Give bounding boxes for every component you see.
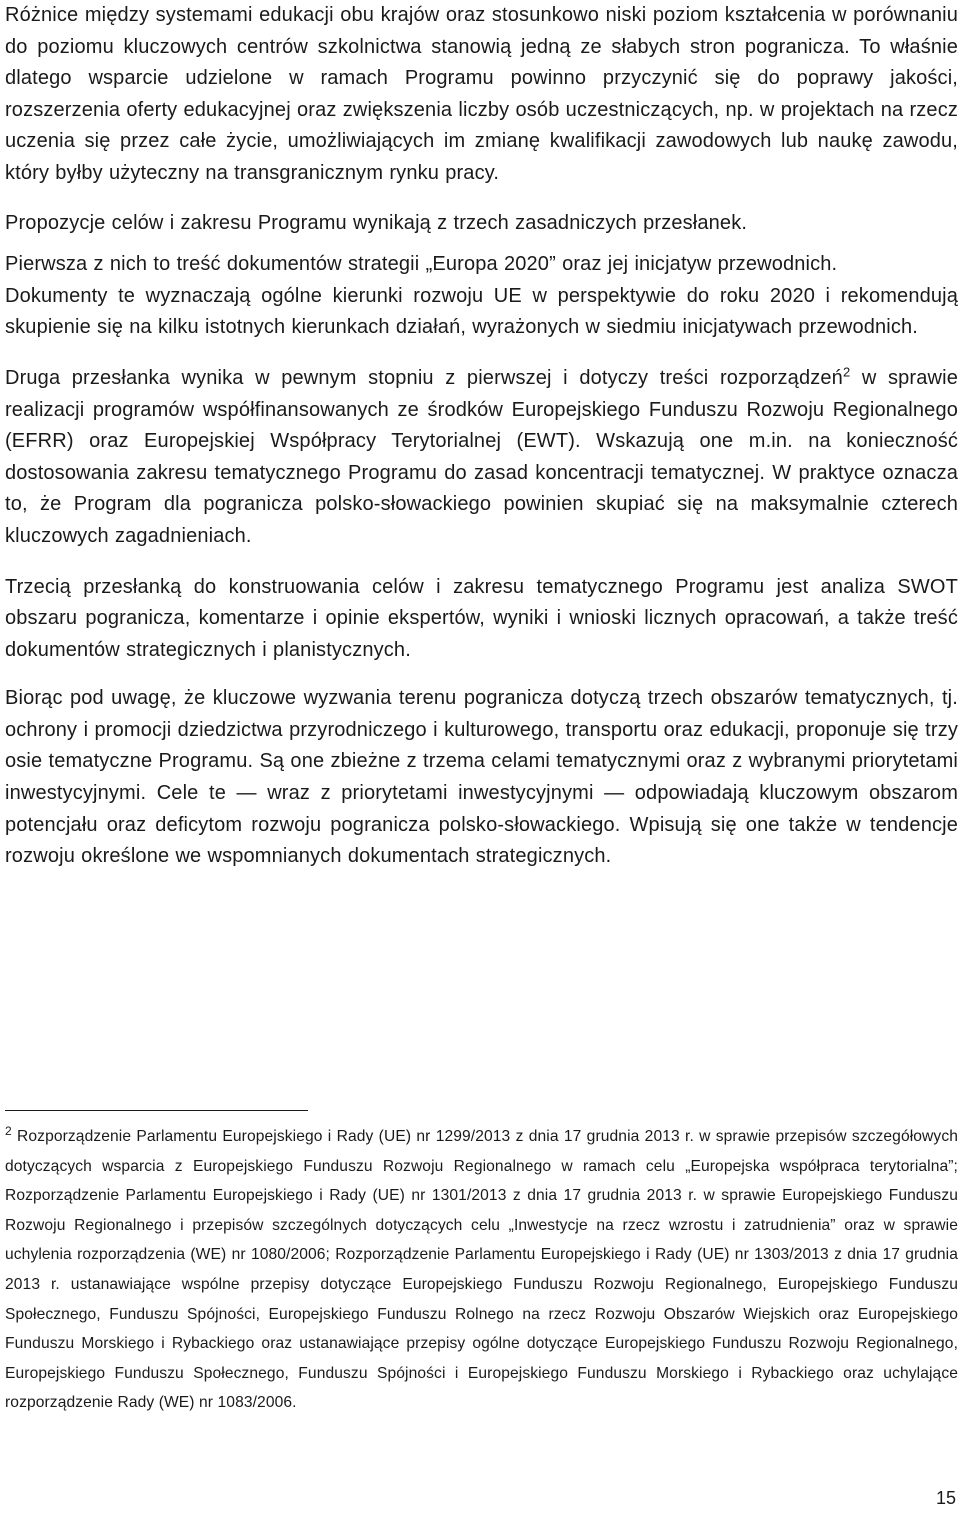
paragraph-proposals-intro: Propozycje celów i zakresu Programu wynikają z trzech zasadniczych przesłanek.: [5, 211, 748, 234]
second-premise-text: Druga przesłanka wynika w pewnym stopniu z pierwszej i dotyczy treści rozporządzeń: [5, 366, 843, 389]
paragraph-second-premise: [5, 363, 958, 553]
footnote: [5, 1122, 958, 1418]
footnote-text: Rozporządzenie Parlamentu Europejskiego i Rady (UE) nr 1299/2013 z dnia 17 grudnia 2013 r. w sprawie przepisów szczegółowych dotyczących wsparcia z Europejskiego Funduszu Rozwoju Regionalnego w ramach celu „Europejska współpraca terytorialna”; Rozporządzenie Parlamentu Europejskiego i Rady (UE) nr 1301/2013 z dnia 17 grudnia 2013 r. w sprawie Europejskiego Funduszu Rozwoju Regionalnego i przepisów szczególnych dotyczących celu „Inwestycje na rzecz wzrostu i zatrudnienia” oraz w sprawie uchylenia rozporządzenia (WE) nr 1080/2006; Rozporządzenie Parlamentu Europejskiego i Rady (UE) nr 1303/2013 z dnia 17 grudnia 2013 r. ustanawiające wspólne przepisy dotyczące Europejskiego Funduszu Rozwoju Regionalnego, Europejskiego Funduszu Społecznego, Funduszu Spójności, Europejskiego Funduszu Rolnego na rzecz Rozwoju Obszarów Wiejskich oraz Europejskiego Funduszu Morskiego i Rybackiego oraz ustanawiające przepisy ogólne dotyczące Europejskiego Funduszu Rozwoju Regionalnego, Europejskiego Funduszu Społecznego, Funduszu Spójności i Europejskiego Funduszu Morskiego i Rybackiego oraz uchylające rozporządzenie Rady (WE) nr 1083/2006.: [5, 1128, 958, 1412]
paragraph-first-premise: Pierwsza z nich to treść dokumentów strategii „Europa 2020” oraz jej inicjatyw przewodnich.: [5, 253, 838, 276]
footnote-divider: [5, 1110, 308, 1111]
document-page: [5, 0, 958, 890]
page-number: 15: [935, 1488, 956, 1508]
paragraph-third-premise: Trzecią przesłanką do konstruowania celów i zakresu tematycznego Programu jest analiza SWOT obszaru pogranicza, komentarze i opinie ekspertów, wyniki i wnioski licznych opracowań, a także treść dokumentów strategicznych i planistycznych.: [5, 575, 958, 661]
paragraph-documents-directions: Dokumenty te wyznaczają ogólne kierunki rozwoju UE w perspektywie do roku 2020 i rekomendują skupienie się na kilku istotnych kierunkach działań, wyrażonych w siedmiu inicjatywach przewodnich.: [5, 284, 958, 339]
paragraph-thematic-axes: Biorąc pod uwagę, że kluczowe wyzwania terenu pogranicza dotyczą trzech obszarów tematycznych, tj. ochrony i promocji dziedzictwa przyrodniczego i kulturowego, transportu oraz edukacji, proponuje się trzy osie tematyczne Programu. Są one zbieżne z trzema celami tematycznymi oraz z wybranymi priorytetami inwestycyjnymi. Cele te — wraz z priorytetami inwestycyjnymi — odpowiadają kluczowym obszarom potencjału oraz deficytom rozwoju pogranicza polsko-słowackiego. Wpisują się one także w tendencje rozwoju określone we wspomnianych dokumentach strategicznych.: [5, 687, 958, 868]
second-premise-continuation: w sprawie realizacji programów współfinansowanych ze środków Europejskiego Funduszu Rozwoju Regionalnego (EFRR) oraz Europejskiej Współpracy Terytorialnej (EWT). Wskazują one m.in. na konieczność dostosowania zakresu tematycznego Programu do zasad koncentracji tematycznej. W praktyce oznacza to, że Program dla pogranicza polsko-słowackiego powinien skupiać się na maksymalnie czterech kluczowych zagadnieniach.: [5, 366, 958, 547]
paragraph-education-differences: Różnice między systemami edukacji obu krajów oraz stosunkowo niski poziom kształcenia w porównaniu do poziomu kluczowych centrów szkolnictwa stanowią jedną ze słabych stron pogranicza. To właśnie dlatego wsparcie udzielone w ramach Programu powinno przyczynić się do poprawy jakości, rozszerzenia oferty edukacyjnej oraz zwiększenia liczby osób uczestniczących, np. w projektach na rzecz uczenia się przez całe życie, umożliwiających im zmianę kwalifikacji zawodowych lub naukę zawodu, który byłby użyteczny na transgranicznym rynku pracy.: [5, 4, 958, 184]
footnote-number: 2: [5, 1123, 12, 1138]
footnote-reference[interactable]: 2: [842, 364, 851, 380]
